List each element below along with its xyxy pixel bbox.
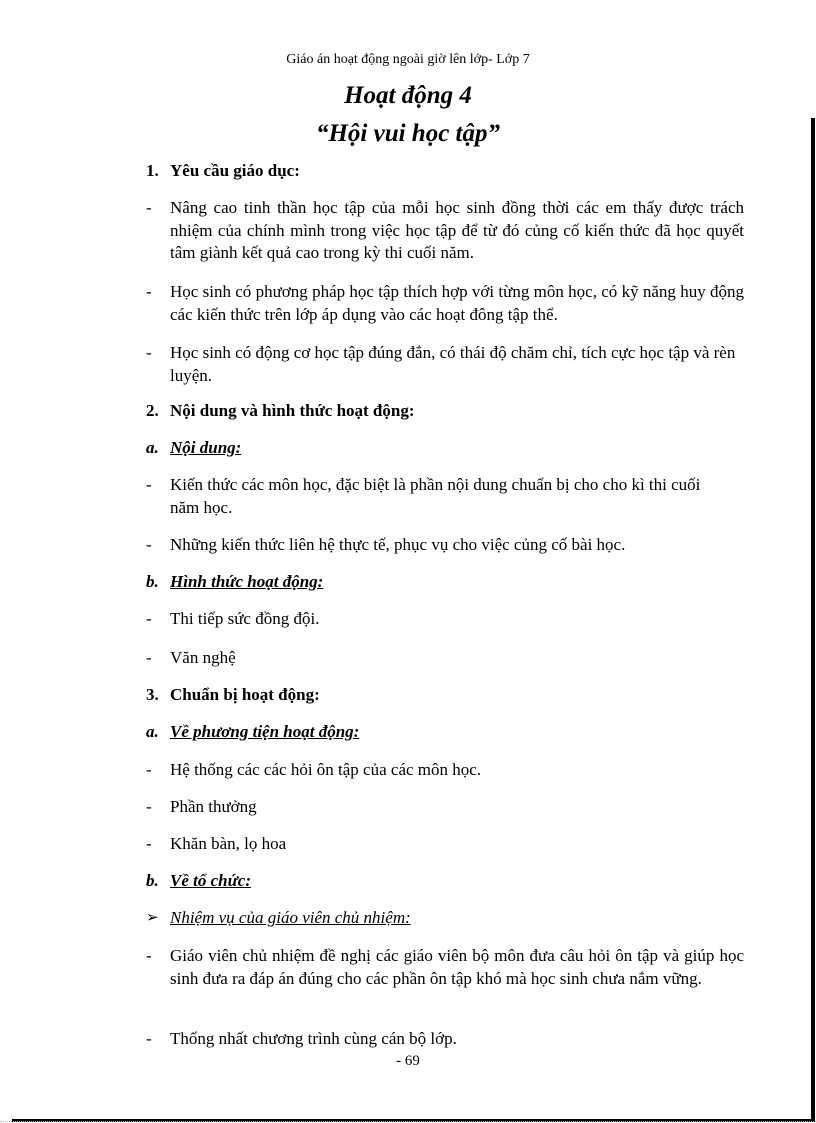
list-item [146, 1028, 744, 1051]
list-item-text: Phần thưởng [170, 797, 257, 816]
subsection-2b-heading [146, 571, 744, 594]
page-edge-divider [0, 1121, 816, 1122]
list-item-text: Thi tiếp sức đồng đội. [170, 609, 320, 628]
dash-bullet: - [146, 834, 152, 853]
dash-bullet: - [146, 946, 152, 965]
list-item [146, 833, 744, 856]
subsection-2a-heading [146, 437, 744, 460]
list-item-text: Những kiến thức liên hệ thực tế, phục vụ cho việc củng cố bài học. [170, 535, 626, 554]
section-number: 2. [146, 401, 159, 420]
subsection-heading-text: Hình thức hoạt động: [170, 572, 324, 591]
subsection-marker: a. [146, 438, 159, 457]
list-item-text: Thống nhất chương trình cùng cán bộ lớp. [170, 1029, 457, 1048]
dash-bullet: - [146, 760, 152, 779]
dash-bullet: - [146, 797, 152, 816]
list-item-text: Học sinh có động cơ học tập đúng đắn, có thái độ chăm chỉ, tích cực học tập và rèn luyện. [170, 343, 736, 385]
section-heading-text: Yêu cầu giáo dục: [170, 161, 300, 180]
page-title: Hoạt động 4 [344, 82, 472, 109]
section-heading-text: Nội dung và hình thức hoạt động: [170, 401, 415, 420]
list-item [146, 474, 744, 519]
list-item [146, 342, 744, 387]
section-2-heading [146, 400, 744, 423]
dash-bullet: - [146, 609, 152, 628]
list-item [146, 796, 744, 819]
dash-bullet: - [146, 535, 152, 554]
list-item-text: Học sinh có phương pháp học tập thích hợp với từng môn học, có kỹ năng huy động các kiến thức trên lớp áp dụng vào các hoạt đông tập thể. [170, 282, 744, 324]
list-item [146, 534, 744, 557]
dash-bullet: - [146, 198, 152, 217]
dash-bullet: - [146, 475, 152, 494]
dash-bullet: - [146, 282, 152, 301]
subsection-marker: a. [146, 722, 159, 741]
section-number: 3. [146, 685, 159, 704]
arrow-item [146, 907, 744, 930]
dash-bullet: - [146, 343, 152, 362]
subsection-heading-text: Nội dung: [170, 438, 242, 457]
arrow-item-text: Nhiệm vụ của giáo viên chủ nhiệm: [170, 908, 411, 927]
subsection-heading-text: Về tổ chức: [170, 871, 251, 890]
list-item-text: Hệ thống các các hỏi ôn tập của các môn học. [170, 760, 482, 779]
list-item [146, 281, 744, 326]
dash-bullet: - [146, 648, 152, 667]
list-item-text: Kiến thức các môn học, đặc biệt là phần nội dung chuẩn bị cho cho kì thi cuối năm học. [170, 475, 701, 517]
section-3-heading [146, 684, 744, 707]
section-number: 1. [146, 161, 159, 180]
list-item [146, 608, 744, 631]
list-item [146, 647, 744, 670]
dash-bullet: - [146, 1029, 152, 1048]
list-item-text: Văn nghệ [170, 648, 236, 667]
list-item-text: Nâng cao tinh thần học tập của mỗi học sinh đồng thời các em thấy được trách nhiệm của chính mình trong việc học tập để từ đó củng cố kiến thức đã học quyết tâm giành kết quả cao trong kỳ thi cuối năm. [170, 198, 744, 262]
list-item-text: Giáo viên chủ nhiệm đề nghị các giáo viên bộ môn đưa câu hỏi ôn tập và giúp học sinh đưa ra đáp án đúng cho các phần ôn tập khó mà học sinh chưa nắm vững. [170, 946, 744, 988]
subsection-3b-heading [146, 870, 744, 893]
list-item [146, 945, 744, 990]
section-1-heading [146, 160, 744, 183]
subsection-heading-text: Về phương tiện hoạt động: [170, 722, 360, 741]
subsection-marker: b. [146, 871, 159, 890]
page-number: - 69 [396, 1053, 420, 1069]
list-item-text: Khăn bàn, lọ hoa [170, 834, 287, 853]
arrow-bullet-icon: ➢ [146, 910, 159, 926]
page-header: Giáo án hoạt động ngoài giờ lên lớp- Lớp 7 [286, 52, 530, 67]
list-item [146, 759, 744, 782]
page-subtitle: “Hội vui học tập” [315, 120, 501, 147]
subsection-3a-heading [146, 721, 744, 744]
page-border-right [811, 118, 815, 1119]
subsection-marker: b. [146, 572, 159, 591]
list-item [146, 197, 744, 265]
section-heading-text: Chuẩn bị hoạt động: [170, 685, 320, 704]
